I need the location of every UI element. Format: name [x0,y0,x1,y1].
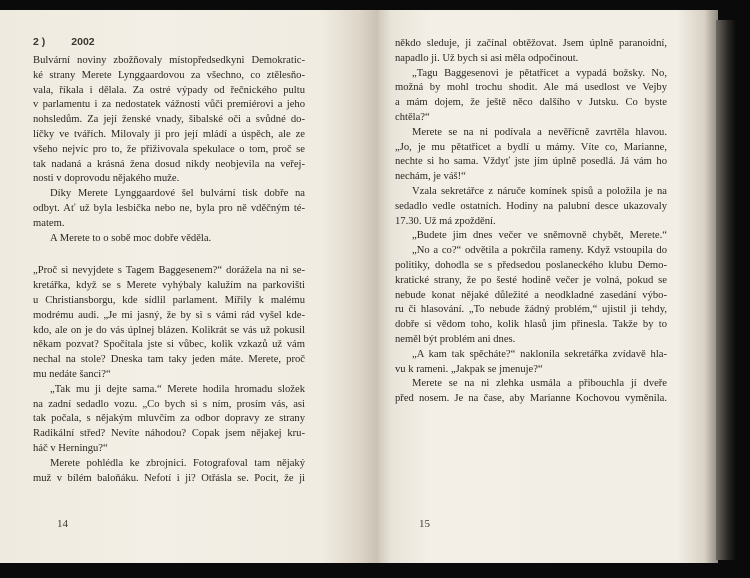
left-page [0,10,378,563]
text-line: sedadlo vedle ostatních. Hodiny na palubní desce ukazovaly [395,200,667,212]
text-line: „Tak mu ji dejte sama.“ Merete hodila hromadu složek [50,383,305,395]
text-line: Bulvární noviny zbožňovaly místopředsedkyni Demokratic- [33,55,305,66]
text-line: muž v bílém baloňáku. Nefotí i ji? Otřásla se. Pocit, že ji [33,472,305,484]
text-line: „A kam tak spěcháte?“ naklonila sekretářka zvídavě hla- [412,348,667,360]
text-line: kdo, ale on je do vás úplnej blázen. Kolikrát se vás už pokusil [33,324,305,336]
text-line: modrému audi. „Je mi jasný, že by si s vámi rád vyšel kde- [33,309,305,321]
page-number: 15 [419,518,430,530]
text-line: u Christiansborgu, kde sídlil parlament. Mířily k malému [33,294,305,306]
running-header [33,36,95,48]
text-line: Merete pohlédla ke zbrojnici. Fotografoval tam nějaký [50,457,305,469]
text-line: „No a co?“ odvětila a pokrčila rameny. Když vstoupila do [412,245,667,257]
text-line: Díky Merete Lynggaardové šel bulvární tisk dobře na [50,188,305,200]
right-page [378,10,718,563]
text-line: Radikální střed? Nevíte náhodou? Copak jsem nějakej kru- [33,428,305,440]
text-line: kratické strany, že po šesté hodině večer je volná, pokud se [395,274,667,286]
text-line: 17.30. Už má zpoždění. [395,215,496,227]
book-edge-shadow [716,20,736,560]
text-line: tak počala, s nějakým mluvčím za odbor dopravy ze strany [33,413,305,425]
text-line: a mám dojem, že ještě něco dalšího v Jutsku. Co byste [395,97,667,109]
text-line: vala, říkala i dělala. Za ostré výpady od řečnického pultu [33,84,305,96]
text-line: na zadní sedadlo vozu. „Co bych si s ním, prosím vás, asi [33,398,305,410]
text-line: líčky ve tvářích. Milovaly ji pro její mládí a úspěch, ale ze [33,128,305,140]
page-number: 14 [57,518,68,530]
text-line: Merete se na ni zlehka usmála a přibouchla jí dveře [412,378,667,390]
text-line: neměl být problém ani dnes. [395,333,516,345]
text-line: někdo sleduje, ji začínal obtěžovat. Jsem úplně paranoidní, [395,38,667,49]
text-line: tak nadaná a krásná žena dosud nikdy neobjevila na veřej- [33,158,305,170]
text-line: nechám, je váš!“ [395,171,466,183]
text-line: někam pozvat? Spočítala jste si vůbec, kolik vzkazů už vám [33,339,305,351]
text-line: mu nedáte šanci?“ [33,368,111,380]
text-line: nohsledům. Za její ženské vnady, šibalské oči a svůdné do- [33,114,305,126]
text-line: A Merete to o sobě moc dobře věděla. [50,232,212,244]
text-line: háč v Herningu?“ [33,442,108,454]
text-line: kretářka, když se s Merete vyhýbaly kalužím na parkovišti [33,280,305,292]
section-break [33,246,305,264]
text-line: „Proč si nevyjdete s Tagem Baggesenem?“ dorážela na ni se- [33,265,305,277]
text-line: možná by mohl trochu shodit. Ale má usedlost ve Vejby [395,82,667,94]
chapter-number: 2 ) [33,36,46,48]
text-line: odbyt. Ať už byla lesbička nebo ne, byla pro ně vděčným té- [33,202,305,214]
text-line: napadlo ji. Už bych si asi měla odpočinout. [395,52,579,64]
text-line: dobře si vědom toho, kolik hlasů jim přinesla. Takže by to [395,319,667,331]
text-line: Vzala sekretářce z náruče komínek spisů a položila je na [412,185,667,197]
text-line: Merete se na ni podívala a nevěřícně zavrtěla hlavou. [412,126,667,138]
text-line: politiky, dohodla se s předsedou poslaneckého klubu Demo- [395,259,667,271]
text-line: nosti v doprovodu nějakého muže. [33,173,180,185]
text-line: nechte si ho sama. Vždyť jste jím úplně posedlá. Já vám ho [395,156,667,168]
chapter-title-year: 2002 [71,36,95,48]
text-line: „Budete jim dnes večer ve sněmovně chybět, Merete.“ [412,230,667,242]
text-line: nechal na stole? Dneska tam taky jeden máte. Merete, proč [33,354,305,366]
body-text [395,37,667,407]
text-line: všeho nejvíc pro to, že přiživovala spekulace o tom, proč se [33,143,305,155]
text-line: matem. [33,217,65,229]
body-text [33,54,305,486]
text-line: „Jo, je mu pětatřicet a bydlí u mámy. Víte co, Marianne, [395,141,667,153]
text-line: ru či hlasování. „To nebude žádný problém,“ ujistil ji tehdy, [395,304,667,316]
text-line: ké strany Merete Lynggaardovou za všechno, co ztělesňo- [33,69,305,81]
text-line: před nosem. Je na čase, aby Marianne Kochovou vyměnila. [395,393,667,405]
text-line: chtěla?“ [395,111,430,123]
text-line: v parlamentu i za nedostatek vážnosti vůči premiérovi a jeho [33,99,305,111]
text-line: „Tagu Baggesenovi je pětatřicet a vypadá božsky. No, [412,67,667,79]
text-line: nebude konat nějaké důležité a neodkladné zasedání výbo- [395,289,667,301]
text-line: vu k rameni. „Jakpak se jmenuje?“ [395,363,543,375]
